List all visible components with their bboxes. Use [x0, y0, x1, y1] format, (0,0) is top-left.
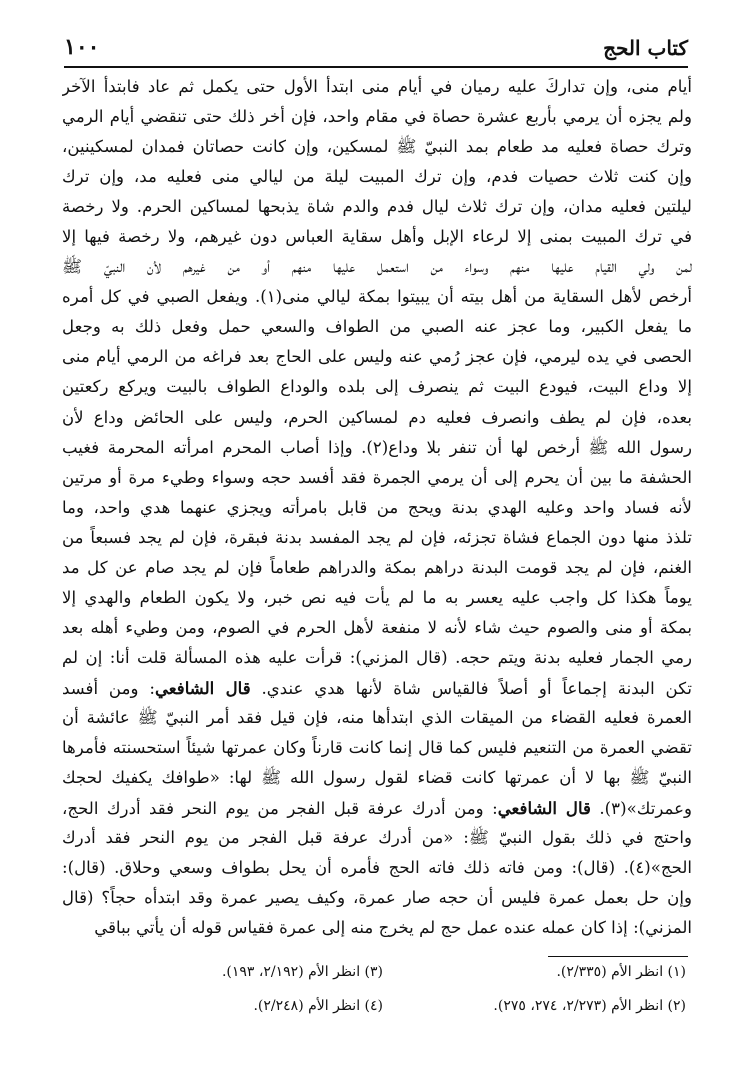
text-segment: ليلتين فعليه مدان، وإن ترك ثلاث ليال فدم والدم شاة يذبحها لمساكين الحرم. ولا رخصة — [62, 197, 692, 217]
text-segment: المزني): إذا كان عمله عنده عمل حج لم يخرج منه إلى عمرة فقياس قوله أن يأتي بباقي — [94, 918, 692, 938]
text-line — [62, 222, 692, 252]
text-segment: يوماً هكذا كل واجب عليه يعسر به ما لم يأت فيه نص خبر، ولا يكون الطعام والهدي إلا — [62, 587, 692, 607]
text-line — [62, 252, 692, 282]
text-segment: في ترك المبيت بمنى إلا لرعاء الإبل وأهل سقاية العباس دون غيرهم، ولا رخصة فيها إلا — [62, 227, 692, 247]
text-line — [62, 342, 692, 372]
text-segment: العمرة فعليه القضاء من الميقات الذي ابتدأها منه، فإن قيل فقد أمر النبيّ ﷺ عائشة أن — [62, 707, 692, 727]
text-line — [62, 853, 692, 883]
text-segment: إلا وداع البيت، فيودع البيت ثم ينصرف إلى بلده والوداع الطواف بالبيت ويركع ركعتين — [62, 377, 692, 397]
text-line — [62, 102, 692, 132]
text-segment: رسول الله ﷺ أرخص لها أن تنفر بلا وداع(٢). وإذا أصاب المحرم امرأته المحرمة فغيب — [62, 437, 692, 457]
text-segment: أيام منى، وإن تداركَ عليه رميان في أيام منى ابتدأ الأول حتى يكمل ثم عاد فابتدأ الآخر — [62, 77, 692, 96]
text-line — [62, 763, 692, 793]
text-line — [62, 463, 692, 493]
page-header — [64, 30, 688, 60]
text-line — [62, 793, 692, 823]
body-text — [62, 72, 692, 943]
text-segment: أرخص لأهل السقاية من أهل بيته أن يبيتوا بمكة ليالي منى(١). ويفعل الصبي في كل أمره — [62, 287, 692, 307]
text-line — [62, 372, 692, 402]
text-segment: النبيّ ﷺ بها لا أن عمرتها كانت قضاء لقول رسول الله ﷺ لها: «طوافك يكفيك لحجك — [62, 768, 692, 788]
text-segment: تكن البدنة إجماعاً أو أصلاً فالقياس شاة لأنها هدي عندي. — [250, 678, 692, 698]
text-segment: الغنم، فإن لم يجد قومت البدنة دراهم بمكة والدراهم طعاماً فإن لم يجد صام عن كل مد — [62, 557, 692, 577]
running-title: كتاب الحج — [603, 36, 688, 60]
text-line — [62, 72, 692, 102]
text-line — [62, 883, 692, 913]
text-line — [62, 913, 692, 943]
text-line — [62, 583, 692, 613]
text-segment: : ومن أدرك عرفة قبل الفجر من يوم النحر فقد أدرك الحج، — [62, 799, 498, 819]
footnotes — [80, 960, 686, 1018]
text-segment: تقضي العمرة من التنعيم فليس كما قال إنما كانت قارناً وكان عمرتها شيئاً استحسنته فأمرها — [62, 738, 692, 758]
text-segment: الحصى في يده ليرمي، فإن عجز رُمي عنه وليس على الحاج بعد فراغه من الرمي أيام منى — [62, 347, 692, 367]
text-line — [62, 162, 692, 192]
text-segment: وترك حصاة فعليه مد طعام بمد النبيّ ﷺ لمسكين، وإن كانت حصاتان فمدان لمسكينين، — [62, 137, 692, 157]
text-segment: : ومن أفسد — [62, 678, 155, 698]
text-segment: لمن ولي القيام عليها منهم وسواء من استعمل عليها منهم أو من غيرهم لأن النبيّ ﷺ — [62, 257, 692, 277]
text-line — [62, 433, 692, 463]
text-segment: وعمرتك»(٣). — [590, 799, 692, 819]
text-line — [62, 673, 692, 703]
text-line — [62, 703, 692, 733]
footnote-separator — [548, 956, 688, 957]
text-segment: لأنه فساد واحد وعليه الهدي بدنة ويحج من قابل بامرأته ويجزي عنهما هدي واحد، وما — [62, 497, 692, 517]
header-rule — [64, 66, 688, 68]
footnote: (٣) انظر الأم (٢/١٩٢، ١٩٣). — [221, 964, 383, 980]
text-line — [62, 613, 692, 643]
text-segment: وإن حل بعمل عمرة فليس أن حجه صار عمرة، وكيف يصير عمرة وقد ابتدأه حجاً؟ (قال — [62, 888, 692, 908]
text-line — [62, 553, 692, 583]
text-segment: ما يفعل الكبير، وما عجز عنه الصبي من الطواف والسعي حمل وفعل ذلك به وجعل — [62, 317, 692, 337]
text-line — [62, 733, 692, 763]
text-line — [62, 312, 692, 342]
text-line — [62, 823, 692, 853]
text-segment: ولم يجزه أن يرمي بأربع عشرة حصاة في مقام واحد، فإن أخر ذلك حتى تنقضي أيام الرمي — [62, 107, 692, 127]
footnote: (٢) انظر الأم (٢/٢٧٣، ٢٧٤، ٢٧٥). — [493, 998, 686, 1014]
text-segment: وإن كنت ثلاث حصيات فدم، وإن ترك المبيت ليلة من ليالي منى فعليه مد، وإن ترك — [62, 167, 692, 187]
speaker-label: قال الشافعي — [154, 677, 251, 698]
speaker-label: قال الشافعي — [497, 798, 591, 819]
text-line — [62, 643, 692, 673]
text-line — [62, 192, 692, 222]
text-line — [62, 403, 692, 433]
text-line — [62, 282, 692, 312]
text-segment: بعده، فإن لم يطف وانصرف فعليه دم لمساكين الحرم، وليس على الحائض وداع لأن — [62, 407, 692, 427]
text-line — [62, 523, 692, 553]
text-segment: الحشفة ما بين أن يحرم إلى أن يرمي الجمرة فقد أفسد حجه وسواء وطيء مرة أو مرتين — [62, 467, 692, 487]
text-line — [62, 132, 692, 162]
footnote: (٤) انظر الأم (٢/٢٤٨). — [253, 998, 383, 1014]
text-line — [62, 493, 692, 523]
text-segment: رمي الجمار فعليه بدنة ويتم حجه. (قال المزني): قرأت عليه هذه المسألة قلت أنا: إن لم — [62, 647, 692, 667]
text-segment: واحتج في ذلك بقول النبيّ ﷺ: «من أدرك عرفة قبل الفجر من يوم النحر فقد أدرك — [62, 828, 692, 848]
footnote: (١) انظر الأم (٢/٣٣٥). — [556, 964, 686, 980]
page-number: ١٠٠ — [64, 34, 100, 60]
text-segment: بمكة أو منى والصوم حيث شاء لأنه لا منفعة لأهل الحرم في الصوم، ومن وطيء أهله بعد — [62, 617, 692, 637]
text-segment: تلذذ منها دون الجماع فشاة تجزئه، فإن لم يجد المفسد بدنة فبقرة، فإن لم يجد فسبعاً من — [62, 527, 692, 547]
text-segment: الحج»(٤). (قال): ومن فاته ذلك فاته الحج فأمره أن يحل بطواف وسعي وحلاق. (قال): — [62, 858, 692, 878]
